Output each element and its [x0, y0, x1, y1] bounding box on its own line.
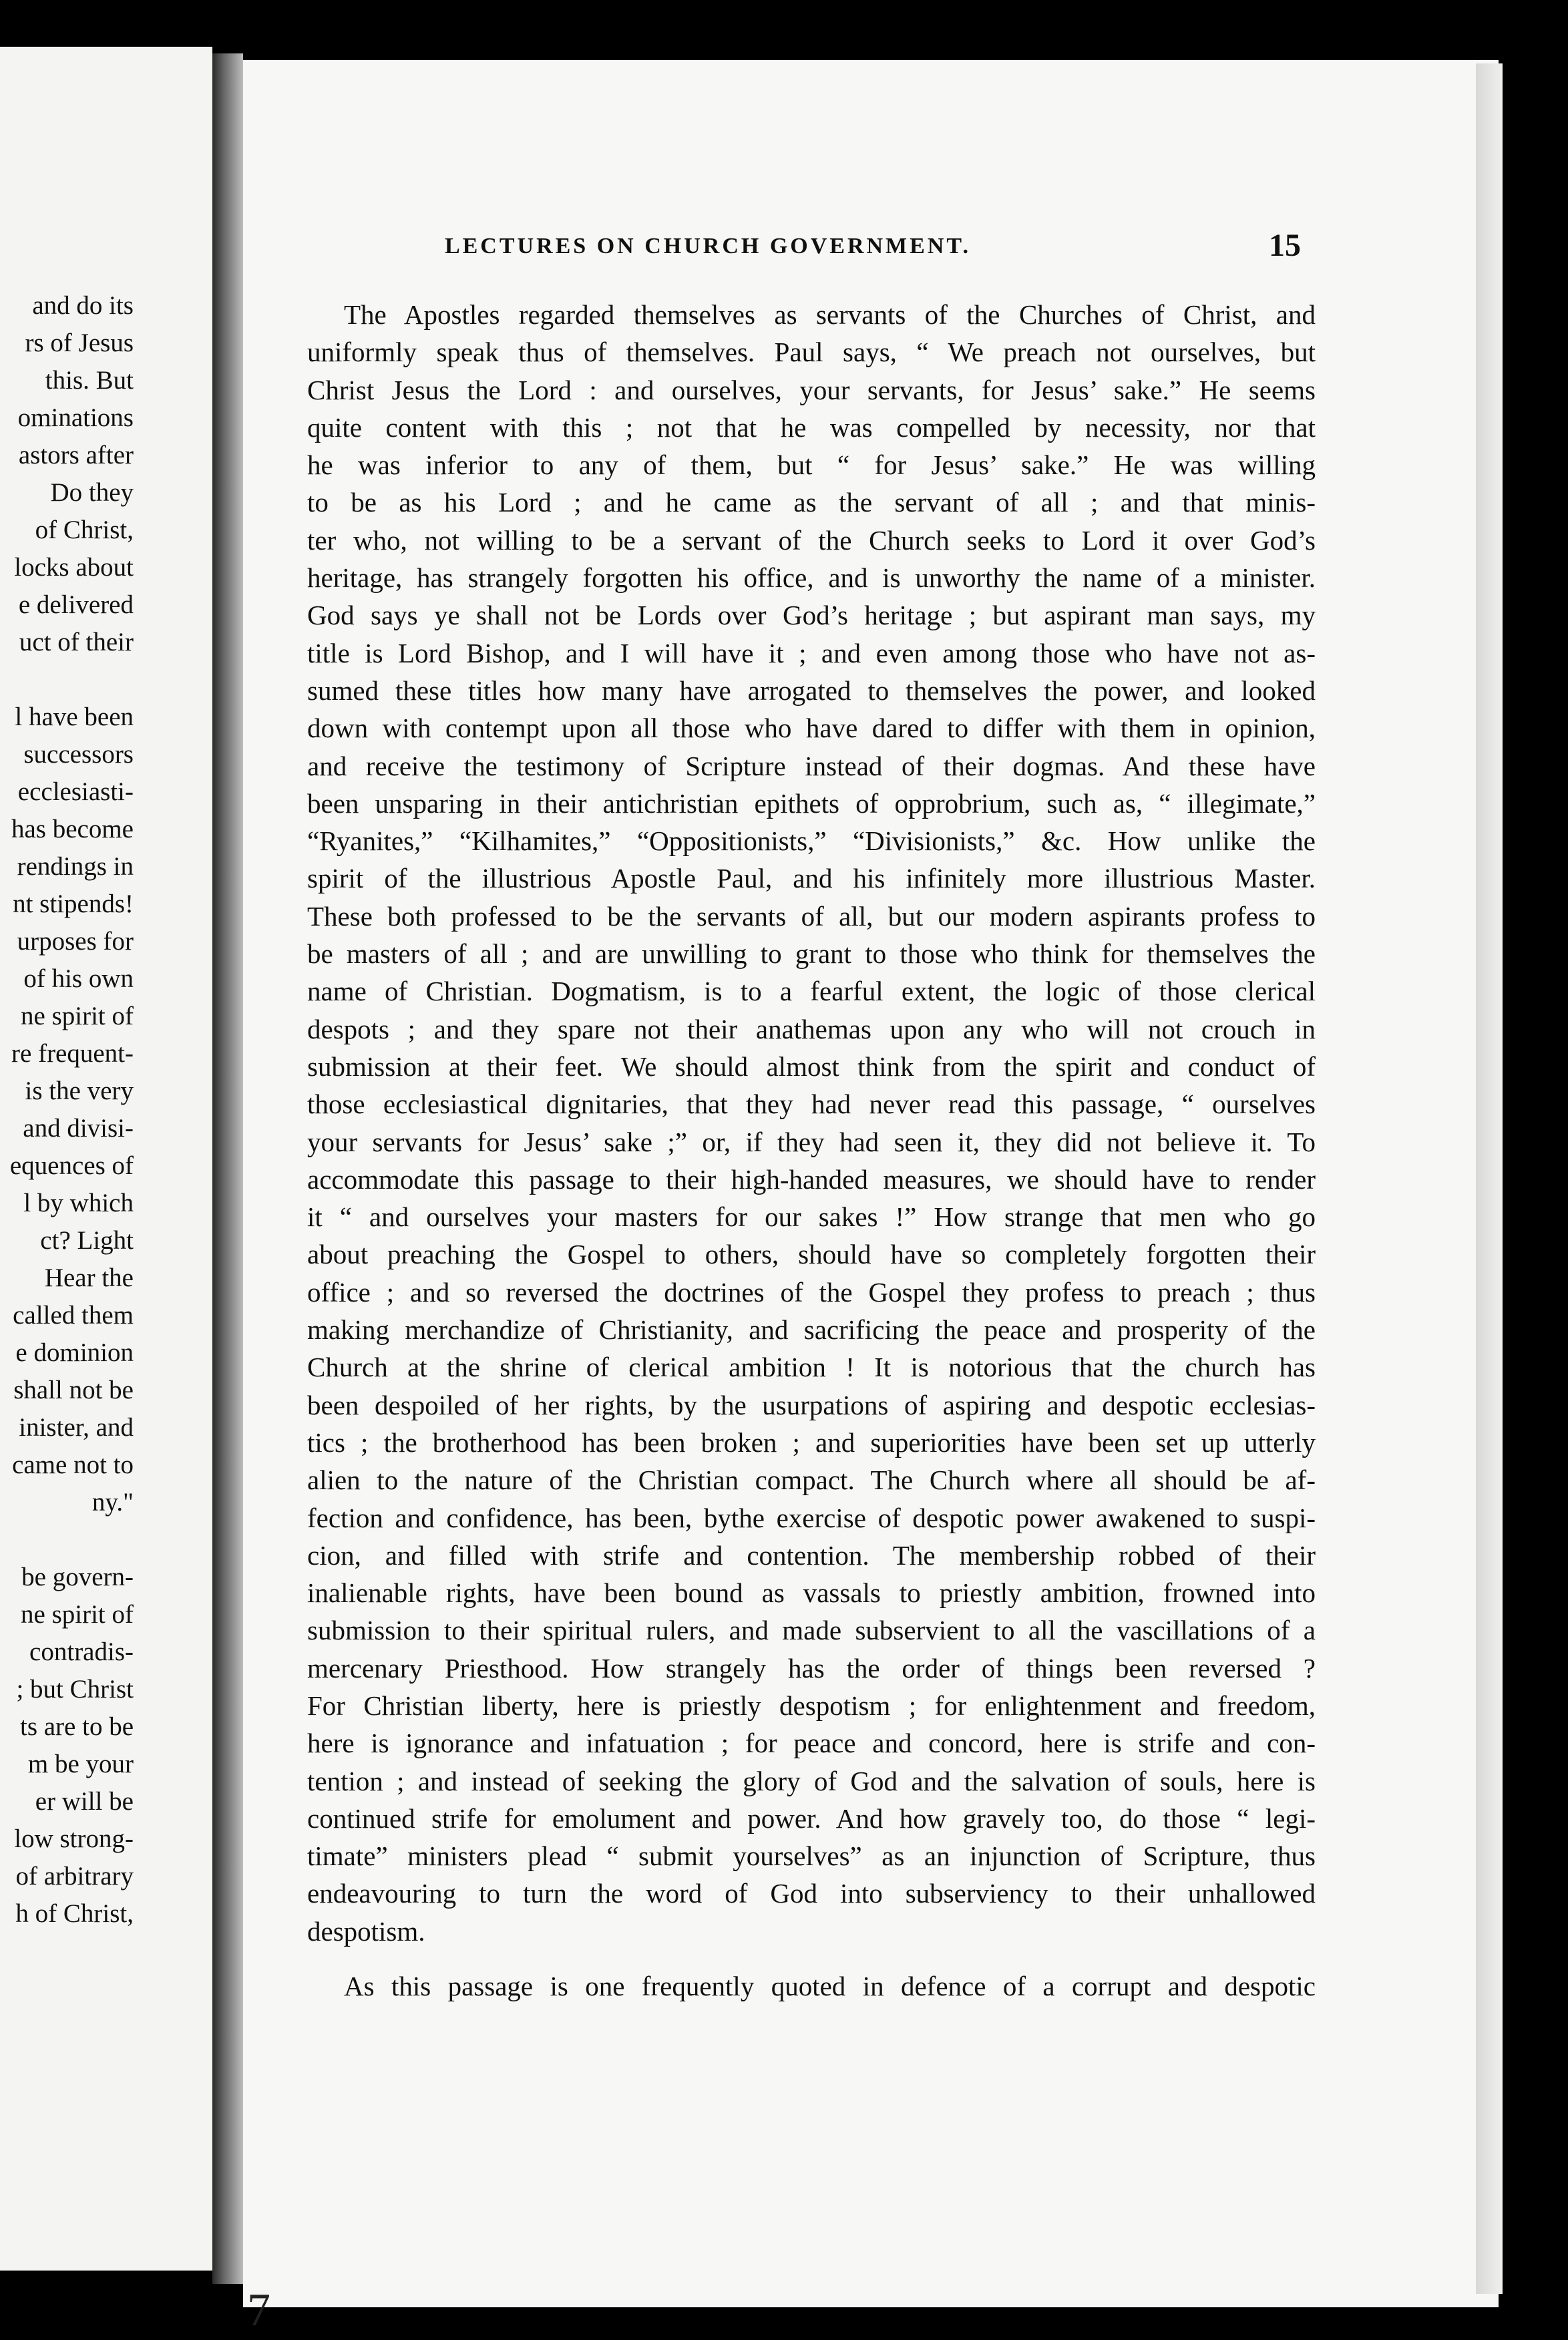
left-page-line: and do its	[32, 291, 134, 320]
page-number: 15	[1269, 228, 1301, 263]
left-page-line: called them	[13, 1301, 134, 1330]
body-line: to be as his Lord ; and he came as the servant of all ; and that minis-	[307, 487, 1316, 518]
left-page-line: e delivered	[18, 590, 134, 619]
left-page-line: be govern-	[21, 1563, 134, 1591]
left-page-line: of arbitrary	[15, 1862, 134, 1891]
body-line: making merchandize of Christianity, and sacrificing the peace and prosperity of the	[307, 1314, 1316, 1346]
left-page-line: re frequent-	[11, 1039, 134, 1068]
body-line: about preaching the Gospel to others, should have so completely forgotten their	[307, 1239, 1316, 1270]
body-line: Church at the shrine of clerical ambition ! It is notorious that the church has	[307, 1352, 1316, 1383]
body-line: despots ; and they spare not their anathemas upon any who will not crouch in	[307, 1013, 1316, 1044]
body-line: despotism.	[307, 1915, 425, 1947]
left-page-line: equences of	[9, 1151, 134, 1180]
body-line: mercenary Priesthood. How strangely has the order of things been reversed ?	[307, 1652, 1316, 1684]
body-line: fection and confidence, has been, bythe exercise of despotic power awakened to suspi-	[307, 1502, 1316, 1533]
left-page-line: astors after	[18, 441, 134, 469]
body-text	[307, 296, 1316, 2005]
body-line: cion, and filled with strife and contention. The membership robbed of their	[307, 1539, 1316, 1571]
left-page-line: m be your	[27, 1750, 134, 1778]
body-line: quite content with this ; not that he was compelled by necessity, nor that	[307, 411, 1316, 443]
left-page-line: ts are to be	[19, 1712, 134, 1741]
left-page-line: h of Christ,	[15, 1899, 134, 1928]
left-page-line: ecclesiasti-	[17, 777, 134, 806]
left-page-line: ne spirit of	[21, 1002, 134, 1030]
body-line: These both professed to be the servants of all, but our modern aspirants profess to	[307, 900, 1316, 932]
left-page-line: Do they	[50, 478, 134, 507]
body-line: down with contempt upon all those who have dared to differ with them in opinion,	[307, 713, 1316, 744]
left-page-line: rs of Jesus	[25, 329, 134, 357]
left-page-line: ominations	[17, 403, 134, 432]
left-page-line: is the very	[25, 1077, 134, 1105]
body-line-next-paragraph: As this passage is one frequently quoted in defence of a corrupt and despotic	[344, 1971, 1316, 2002]
left-page-line: this. But	[45, 366, 134, 395]
page-edge	[1476, 63, 1503, 2294]
left-page-line: and divisi-	[23, 1114, 134, 1143]
left-page-line: of Christ,	[35, 516, 134, 544]
body-line: Christ Jesus the Lord : and ourselves, your servants, for Jesus’ sake.” He seems	[307, 374, 1316, 405]
body-line: spirit of the illustrious Apostle Paul, and his infinitely more illustrious Master.	[307, 863, 1316, 894]
body-line: been despoiled of her rights, by the usurpations of aspiring and despotic ecclesias-	[307, 1389, 1316, 1420]
left-page-line: l by which	[23, 1189, 134, 1217]
body-line: he was inferior to any of them, but “ for Jesus’ sake.” He was willing	[307, 449, 1316, 481]
left-page-line: ny."	[91, 1488, 134, 1517]
body-line: inalienable rights, have been bound as vassals to priestly ambition, frowned into	[307, 1577, 1316, 1609]
body-line: For Christian liberty, here is priestly despotism ; for enlightenment and freedom,	[307, 1690, 1316, 1721]
left-page-line: rendings in	[17, 852, 134, 881]
left-page-line: Hear the	[44, 1263, 134, 1292]
body-line: submission to their spiritual rulers, and made subservient to all the vascillations of a	[307, 1615, 1316, 1646]
body-line: alien to the nature of the Christian compact. The Church where all should be af-	[307, 1465, 1316, 1496]
left-page-line: urposes for	[17, 927, 134, 956]
left-page-line: low strong-	[14, 1824, 134, 1853]
left-page-line: came not to	[12, 1450, 134, 1479]
left-page-line: l have been	[15, 703, 134, 731]
left-facing-page	[0, 47, 212, 2271]
body-line: “Ryanites,” “Kilhamites,” “Oppositionists,” “Divisionists,” &c. How unlike the	[307, 825, 1316, 857]
body-line: submission at their feet. We should almost think from the spirit and conduct of	[307, 1050, 1316, 1082]
running-head: LECTURES ON CHURCH GOVERNMENT.	[444, 234, 972, 258]
body-line: The Apostles regarded themselves as servants of the Churches of Christ, and	[344, 299, 1316, 330]
body-line: sumed these titles how many have arrogated to themselves the power, and looked	[307, 674, 1316, 706]
body-line: heritage, has strangely forgotten his office, and is unworthy the name of a minister.	[307, 562, 1316, 594]
body-line: those ecclesiastical dignitaries, that they had never read this passage, “ ourselves	[307, 1089, 1316, 1120]
body-line: ter who, not willing to be a servant of the Church seeks to Lord it over God’s	[307, 524, 1316, 556]
body-line: accommodate this passage to their high-handed measures, we should have to render	[307, 1163, 1316, 1195]
left-page-line: locks about	[14, 553, 134, 582]
left-page-line: e dominion	[15, 1338, 134, 1367]
body-line: God says ye shall not be Lords over God’s heritage ; but aspirant man says, my	[307, 600, 1316, 631]
left-page-line: ne spirit of	[21, 1600, 134, 1629]
body-line: continued strife for emolument and power. And how gravely too, do those “ legi-	[307, 1802, 1316, 1834]
body-line: tention ; and instead of seeking the glory of God and the salvation of souls, here is	[307, 1765, 1316, 1796]
left-page-line: ; but Christ	[16, 1675, 134, 1704]
body-line: and receive the testimony of Scripture instead of their dogmas. And these have	[307, 750, 1316, 781]
body-line: be masters of all ; and are unwilling to grant to those who think for themselves the	[307, 938, 1316, 970]
left-page-line: er will be	[35, 1787, 134, 1816]
body-line: office ; and so reversed the doctrines of the Gospel they profess to preach ; thus	[307, 1276, 1316, 1308]
handwritten-margin-mark: 7	[247, 2285, 270, 2336]
left-page-line: inister, and	[19, 1413, 134, 1442]
book-gutter	[212, 53, 243, 2284]
body-line: it “ and ourselves your masters for our sakes !” How strange that men who go	[307, 1201, 1316, 1233]
left-page-line: uct of their	[19, 628, 134, 656]
body-line: tics ; the brotherhood has been broken ; and superiorities have been set up utterly	[307, 1426, 1316, 1458]
left-page-line: nt stipends!	[13, 890, 134, 918]
left-page-line: ct? Light	[40, 1226, 134, 1255]
body-line: been unsparing in their antichristian epithets of opprobrium, such as, “ illegimate,”	[307, 787, 1316, 819]
body-line: endeavouring to turn the word of God into subserviency to their unhallowed	[307, 1878, 1316, 1909]
body-line: uniformly speak thus of themselves. Paul says, “ We preach not ourselves, but	[307, 337, 1316, 368]
left-page-line: contradis-	[29, 1637, 134, 1666]
body-line: your servants for Jesus’ sake ;” or, if they had seen it, they did not believe it. To	[307, 1126, 1316, 1157]
left-page-line: shall not be	[13, 1376, 134, 1404]
body-line: name of Christian. Dogmatism, is to a fearful extent, the logic of those clerical	[307, 976, 1316, 1007]
body-line: timate” ministers plead “ submit yourselves” as an injunction of Scripture, thus	[307, 1840, 1316, 1872]
left-page-line: of his own	[23, 964, 134, 993]
left-page-line: has become	[11, 815, 134, 843]
body-line: title is Lord Bishop, and I will have it ; and even among those who have not as-	[307, 637, 1316, 668]
left-page-line: successors	[23, 740, 134, 769]
body-line: here is ignorance and infatuation ; for peace and concord, here is strife and con-	[307, 1728, 1316, 1759]
